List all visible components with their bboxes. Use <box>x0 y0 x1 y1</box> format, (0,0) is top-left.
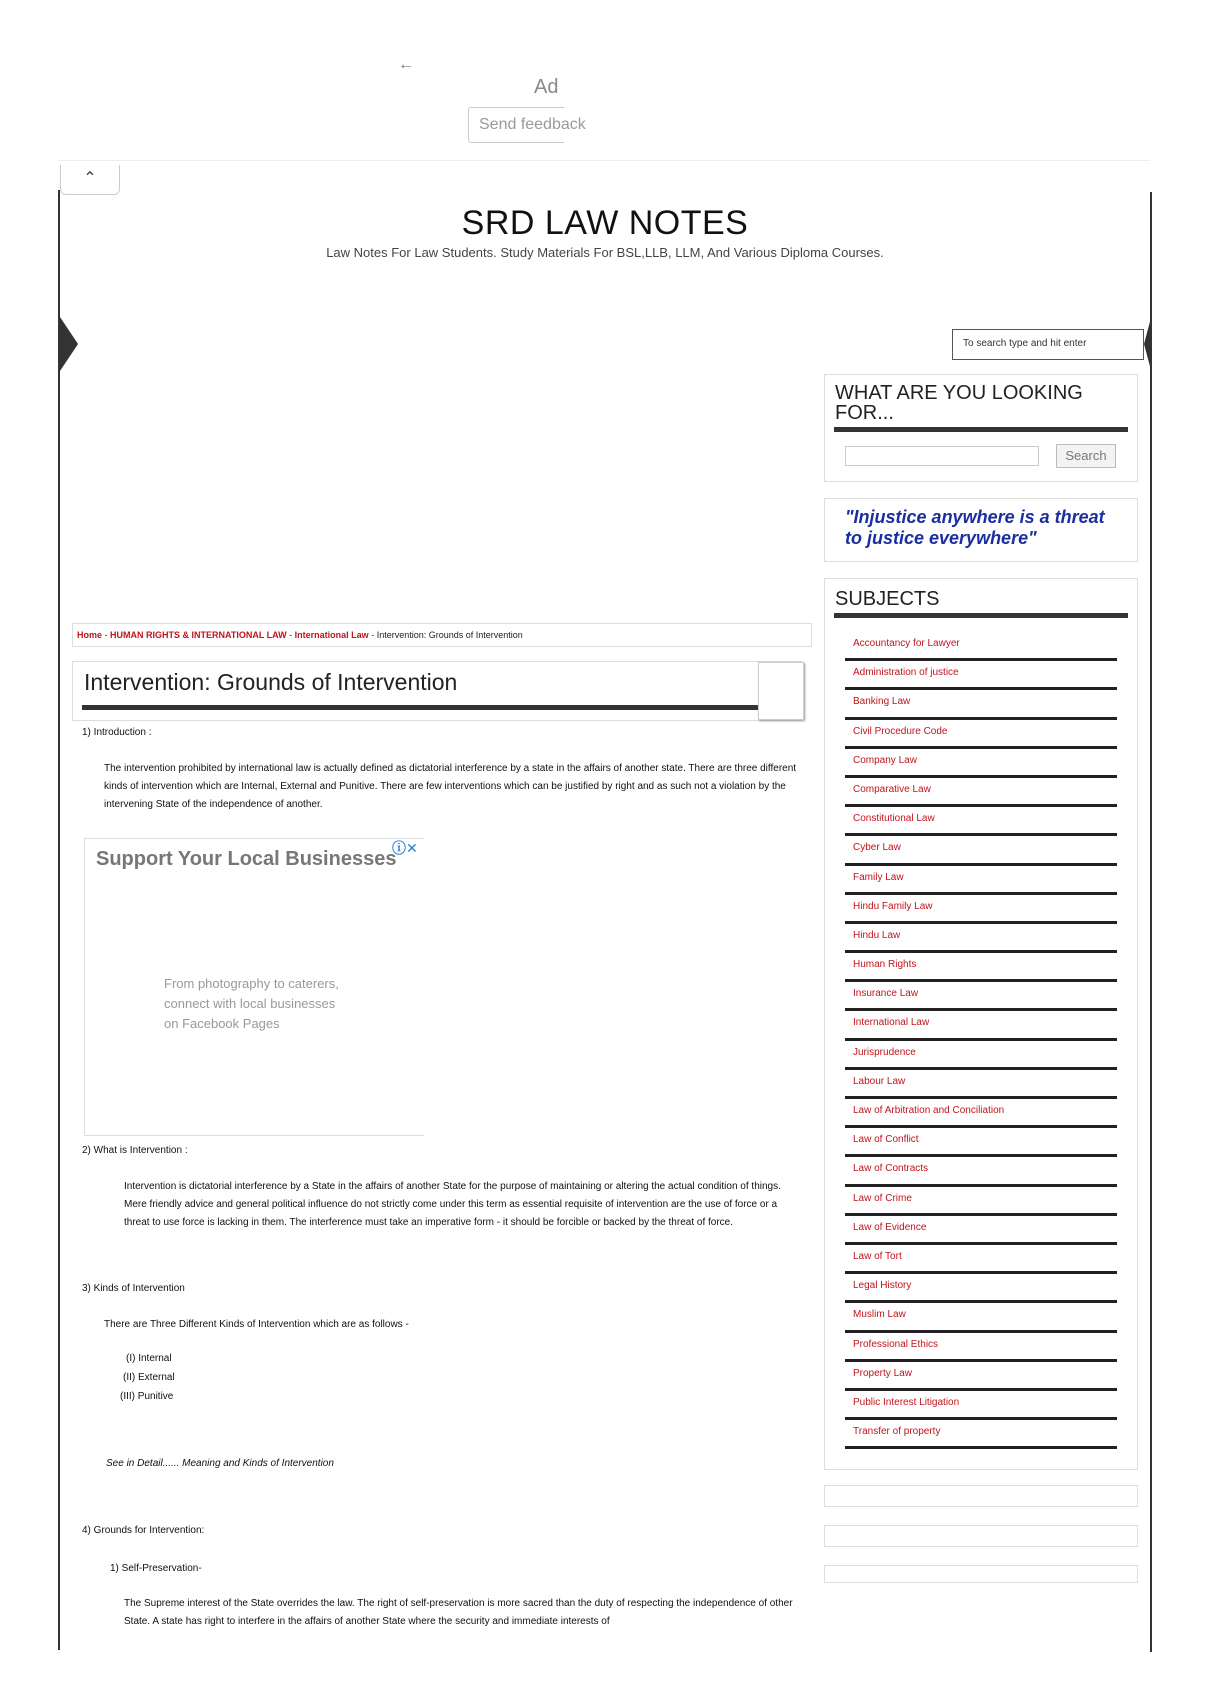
subject-link[interactable]: Accountancy for Lawyer <box>845 632 1117 661</box>
breadcrumb-category[interactable]: HUMAN RIGHTS & INTERNATIONAL LAW <box>110 630 287 640</box>
paragraph: The Supreme interest of the State overrides the law. The right of self-preservation is more sacred than the duty of respecting the independence of other State. A state has right to interfere in the affairs of another State where the security and immediate interests of <box>124 1598 793 1627</box>
frame-right-border <box>1150 192 1152 1652</box>
see-detail-link[interactable]: See in Detail...... Meaning and Kinds of Intervention <box>106 1458 334 1469</box>
site-tagline: Law Notes For Law Students. Study Materials For BSL,LLB, LLM, And Various Diploma Courses. <box>326 245 884 260</box>
subject-link[interactable]: Law of Contracts <box>845 1157 1117 1186</box>
page-title: Intervention: Grounds of Intervention <box>84 669 458 695</box>
quote-text: "Injustice anywhere is a threat to justice everywhere" <box>845 507 1105 548</box>
subjects-widget <box>824 578 1138 1470</box>
subject-link[interactable]: Labour Law <box>845 1070 1117 1099</box>
section-heading: 1) Introduction : <box>82 727 152 738</box>
paragraph: Intervention is dictatorial interference by a State in the affairs of another State for the purpose of maintaining or altering the actual condition of things. Mere friendly advice and general political influence do not strictly come under this term as essential requisite of intervention are the use of force or a threat to use force is lacking in them. The interference must take an imperative form - it should be forcible or backed by the threat of force. <box>124 1181 781 1228</box>
inline-ad-text: From photography to caterers, connect with local businesses on Facebook Pages <box>164 976 339 1031</box>
close-icon[interactable]: ⓘ✕ <box>392 840 418 856</box>
nav-right-arrow-icon[interactable] <box>1144 314 1152 374</box>
empty-widget <box>824 1485 1138 1507</box>
send-feedback-button[interactable]: Send feedback <box>468 107 564 143</box>
subject-link[interactable]: Professional Ethics <box>845 1333 1117 1362</box>
chevron-up-icon[interactable]: ⌃ <box>60 165 120 195</box>
list-item: (III) Punitive <box>120 1391 174 1402</box>
subject-link[interactable]: Law of Tort <box>845 1245 1117 1274</box>
empty-widget <box>824 1525 1138 1547</box>
sub-heading: 1) Self-Preservation- <box>110 1563 202 1574</box>
quote-widget <box>824 498 1138 562</box>
post-corner-box <box>758 662 804 720</box>
breadcrumb: Home - HUMAN RIGHTS & INTERNATIONAL LAW - International Law - Intervention: Grounds of Intervention <box>72 623 812 647</box>
search-widget <box>824 374 1138 482</box>
subject-link[interactable]: Administration of justice <box>845 661 1117 690</box>
subject-link[interactable]: Legal History <box>845 1274 1117 1303</box>
subjects-list <box>825 618 1137 1461</box>
empty-widget <box>824 1565 1138 1583</box>
header-search-input[interactable]: To search type and hit enter <box>952 329 1144 360</box>
subject-link[interactable]: Law of Crime <box>845 1187 1117 1216</box>
ad-label: Ad <box>534 76 559 98</box>
subject-link[interactable]: Property Law <box>845 1362 1117 1391</box>
nav-left-arrow-icon[interactable] <box>58 314 78 374</box>
paragraph: There are Three Different Kinds of Intervention which are as follows - <box>104 1319 409 1330</box>
breadcrumb-current: Intervention: Grounds of Intervention <box>376 630 523 640</box>
arrow-left-icon[interactable]: ← <box>398 56 414 73</box>
subject-link[interactable]: Public Interest Litigation <box>845 1391 1117 1420</box>
subject-link[interactable]: Insurance Law <box>845 982 1117 1011</box>
subject-link[interactable]: International Law <box>845 1011 1117 1040</box>
widget-title: SUBJECTS <box>835 588 940 610</box>
site-title[interactable]: SRD LAW NOTES <box>461 204 749 242</box>
frame-left-border <box>58 190 60 1650</box>
section-heading: 2) What is Intervention : <box>82 1145 188 1156</box>
subject-link[interactable]: Transfer of property <box>845 1420 1117 1449</box>
sidebar-search-input[interactable] <box>845 446 1039 466</box>
subject-link[interactable]: Muslim Law <box>845 1303 1117 1332</box>
breadcrumb-home[interactable]: Home <box>77 630 103 640</box>
subject-link[interactable]: Family Law <box>845 866 1117 895</box>
subject-link[interactable]: Human Rights <box>845 953 1117 982</box>
title-bar <box>82 705 758 710</box>
subject-link[interactable]: Law of Conflict <box>845 1128 1117 1157</box>
divider <box>58 160 1150 161</box>
subject-link[interactable]: Law of Evidence <box>845 1216 1117 1245</box>
subject-link[interactable]: Civil Procedure Code <box>845 720 1117 749</box>
section-heading: 4) Grounds for Intervention: <box>82 1525 205 1536</box>
subject-link[interactable]: Cyber Law <box>845 836 1117 865</box>
list-item: (I) Internal <box>126 1353 172 1364</box>
section-heading: 3) Kinds of Intervention <box>82 1283 185 1294</box>
subject-link[interactable]: Comparative Law <box>845 778 1117 807</box>
subject-link[interactable]: Banking Law <box>845 690 1117 719</box>
subject-link[interactable]: Hindu Law <box>845 924 1117 953</box>
list-item: (II) External <box>123 1372 175 1383</box>
subject-link[interactable]: Constitutional Law <box>845 807 1117 836</box>
breadcrumb-subcategory[interactable]: International Law <box>294 630 369 640</box>
search-button[interactable]: Search <box>1056 444 1116 468</box>
subject-link[interactable]: Law of Arbitration and Conciliation <box>845 1099 1117 1128</box>
subject-link[interactable]: Jurisprudence <box>845 1041 1117 1070</box>
paragraph: The intervention prohibited by international law is actually defined as dictatorial interference by a state in the affairs of another state. There are three different kinds of intervention which are Internal, External and Punitive. There are few interventions which can be justified by right and as such not a violation by the intervening State of the independence of another. <box>104 763 797 810</box>
subject-link[interactable]: Hindu Family Law <box>845 895 1117 924</box>
inline-ad-title[interactable]: Support Your Local Businesses <box>96 848 397 870</box>
widget-title: WHAT ARE YOU LOOKING FOR... <box>835 382 1083 424</box>
subject-link[interactable]: Company Law <box>845 749 1117 778</box>
